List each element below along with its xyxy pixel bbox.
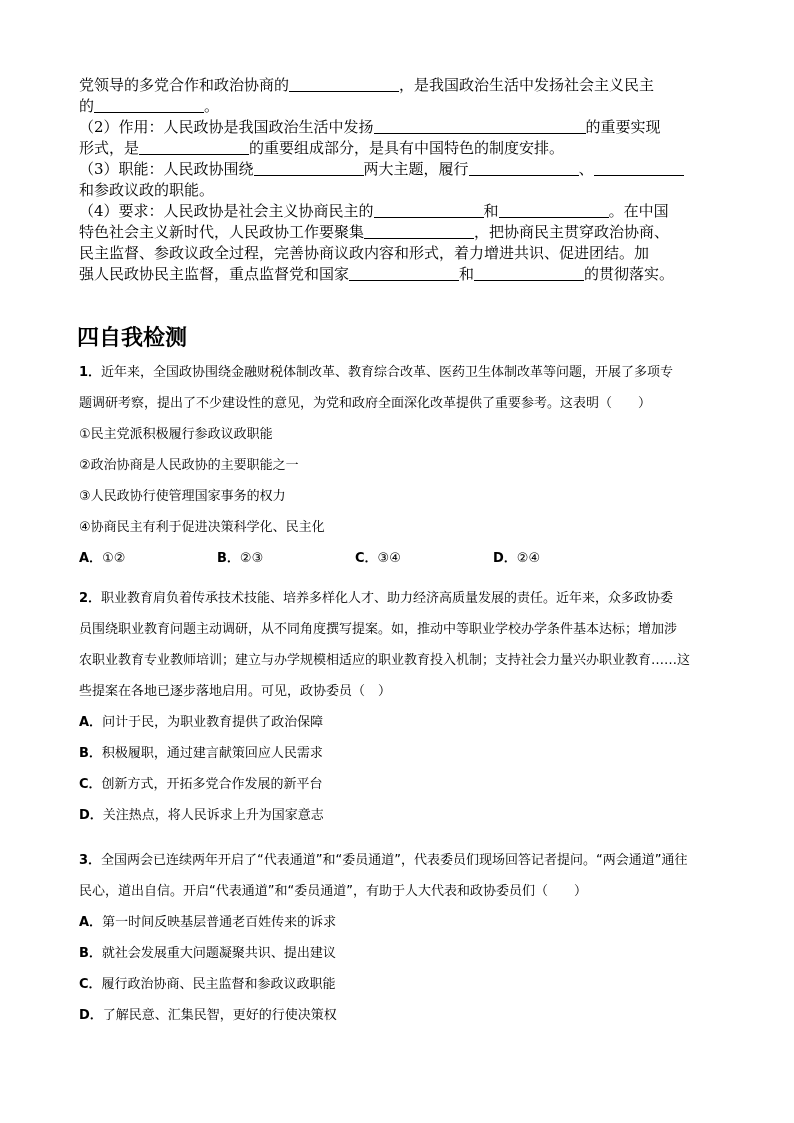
text: 形式，是 [79,139,140,157]
option-label: B． [79,946,102,961]
fill-line [79,138,729,159]
option-label: A． [79,915,103,930]
answer-blank[interactable] [349,264,459,281]
text: 的 [79,97,95,115]
question-stem-line: 题调研考察，提出了不少建设性的意见，为党和政府全面深化改革提供了重要参考。这表明（ ） [79,396,652,411]
option-row [79,543,729,574]
option-d[interactable] [79,800,729,831]
text: 的重要组成部分，是具有中国特色的制度安排。 [249,139,565,157]
option-label: D． [79,1008,103,1023]
answer-blank[interactable] [374,117,586,134]
option-label: B． [79,746,102,761]
text: 的贯彻落实。 [584,265,675,283]
fill-line [79,243,729,264]
fill-line [79,96,729,117]
option-text: ②④ [516,551,541,566]
text: ，是我国政治生活中发扬社会主义民主 [399,76,655,94]
answer-blank[interactable] [374,201,484,218]
option-a[interactable] [79,543,217,574]
option-label: D． [493,551,517,566]
text: 职业教育肩负着传承技术技能、培养多样化人才、助力经济高质量发展的责任。近年来，众多政协委 [101,591,674,606]
fill-line [79,264,729,285]
question-stem-line [79,583,729,614]
text: 两大主题，履行 [363,160,469,178]
question-number: 1． [79,365,102,380]
option-text: ②③ [239,551,264,566]
answer-blank[interactable] [94,96,204,113]
fill-line [79,117,729,138]
option-b[interactable] [217,543,355,574]
statement: ④协商民主有利于促进决策科学化、民主化 [79,520,325,535]
answer-blank[interactable] [254,159,364,176]
text: 、 [578,160,594,178]
text: 全国两会已连续两年开启了“代表通道”和“委员通道”，代表委员们现场回答记者提问。“两会通道”通往 [101,853,688,868]
option-text: 第一时间反映基层普通老百姓传来的诉求 [102,915,337,930]
question-3 [79,845,729,1031]
text: 。在中国 [608,202,669,220]
fill-line [79,159,729,180]
fill-line [79,75,729,96]
question-stem-line: 些提案在各地已逐步落地启用。可见，政协委员（ ） [79,684,392,699]
option-label: C． [355,551,378,566]
option-text: 了解民意、汇集民智，更好的行使决策权 [102,1008,337,1023]
answer-blank[interactable] [474,264,584,281]
text: 近年来，全国政协围绕金融财税体制改革、教育综合改革、医药卫生体制改革等问题，开展了多项专 [101,365,674,380]
text: 和 [483,202,499,220]
option-d[interactable] [79,1000,729,1031]
text: 特色社会主义新时代，人民政协工作要聚集 [79,223,365,241]
question-stem-line: 民心，道出自信。开启“代表通道”和“委员通道”，有助于人大代表和政协委员们（ ） [79,884,587,899]
statement: ②政治协商是人民政协的主要职能之一 [79,458,299,473]
option-label: D． [79,808,103,823]
text: 和参政议政的职能。 [79,181,215,199]
text: 强人民政协民主监督，重点监督党和国家 [79,265,350,283]
text: （4）要求：人民政协是社会主义协商民主的 [79,202,374,220]
option-text: 履行政治协商、民主监督和参政议政职能 [101,977,336,992]
option-label: B． [217,551,240,566]
text: （3）职能：人民政协围绕 [79,160,254,178]
question-stem-line [79,357,729,388]
text: 民主监督、参政议政全过程，完善协商议政内容和形式，着力增进共识、促进团结。加 [79,244,650,262]
option-b[interactable] [79,738,729,769]
section-title: 四自我检测 [77,326,188,351]
option-c[interactable] [355,543,493,574]
statement: ①民主党派积极履行参政议政职能 [79,427,273,442]
answer-blank[interactable] [594,159,684,176]
question-2 [79,583,729,831]
option-text: 关注热点，将人民诉求上升为国家意志 [102,808,324,823]
text: ，把协商民主贯穿政治协商、 [474,223,670,241]
option-d[interactable] [493,543,631,574]
answer-blank[interactable] [139,138,249,155]
option-text: 创新方式，开拓多党合作发展的新平台 [101,777,323,792]
option-label: A． [79,715,103,730]
option-label: A． [79,551,103,566]
question-1 [79,357,729,574]
answer-blank[interactable] [289,75,399,92]
question-stem-line [79,845,729,876]
text: 和 [459,265,475,283]
text: 。 [204,97,220,115]
question-stem-line: 员围绕职业教育问题主动调研，从不同角度撰写提案。如，推动中等职业学校办学条件基本达标；增加涉 [79,622,678,637]
option-c[interactable] [79,969,729,1000]
option-a[interactable] [79,907,729,938]
answer-blank[interactable] [469,159,579,176]
text: （2）作用：人民政协是我国政治生活中发扬 [79,118,374,136]
option-text: 就社会发展重大问题凝聚共识、提出建议 [101,946,336,961]
option-c[interactable] [79,769,729,800]
answer-blank[interactable] [364,222,474,239]
text: 党领导的多党合作和政治协商的 [79,76,290,94]
option-b[interactable] [79,938,729,969]
fill-line [79,222,729,243]
option-text: 问计于民，为职业教育提供了政治保障 [102,715,324,730]
question-number: 3． [79,853,102,868]
option-a[interactable] [79,707,729,738]
answer-blank[interactable] [499,201,609,218]
question-number: 2． [79,591,102,606]
option-text: ①② [102,551,126,566]
fill-line [79,180,729,201]
fill-line [79,201,729,222]
question-stem-line: 农职业教育专业教师培训；建立与办学规模相适应的职业教育投入机制；支持社会力量兴办职业教育……这 [79,653,691,668]
statement: ③人民政协行使管理国家事务的权力 [79,489,286,504]
option-label: C． [79,977,102,992]
fill-blank-section [79,75,729,285]
text: 的重要实现 [585,118,661,136]
option-label: C． [79,777,102,792]
option-text: 积极履职，通过建言献策回应人民需求 [101,746,323,761]
option-text: ③④ [377,551,401,566]
